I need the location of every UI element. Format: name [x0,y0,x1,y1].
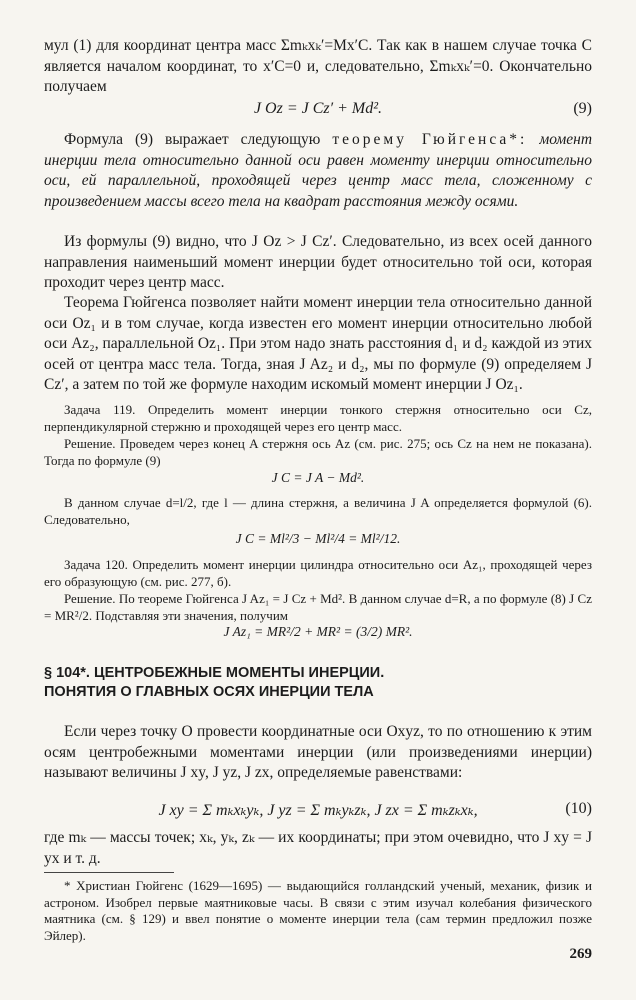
task-120-solution: Решение. По теореме Гюйгенса J Az₁ = J Cz + Md². В данном случае d=R, а по формуле (8) J Cz = MR²/2. Подставляя эти значения, получим [44,591,592,623]
equation-10 [44,800,592,820]
equation-9 [44,100,592,118]
paragraph-centrifugal: Если через точку O провести координатные оси Oxyz, то по отношению к этим осям центробежными моментами инерции (или произведениями инерции) называют величины J xy, J yz, J zx, определяемые равенствами: [44,723,592,781]
paragraph-definitions: где mₖ — массы точек; xₖ, yₖ, zₖ — их координаты; при этом очевидно, что J xy = J yx и т. д. [44,829,592,867]
task-119-solution: Решение. Проведем через конец A стержня ось Az (см. рис. 275; ось Cz на нем не показана). Тогда по формуле (9) [44,436,592,468]
section-heading [44,664,592,702]
page-number: 269 [569,946,592,962]
task-120-statement: Задача 120. Определить момент инерции цилиндра относительно оси Az₁, проходящей через его образующую (см. рис. 277, б). [44,557,592,589]
paragraph-application: Теорема Гюйгенса позволяет найти момент инерции тела относительно данной оси Oz₁ и в том случае, когда известен его момент инерции относительно любой оси Az₂, параллельной Oz₁. При этом надо знать расстояния d₁ и d₂ каждой из этих осей от центра масс тела. Тогда, зная J Az₂ и d₂, мы по формуле (9) определяем J Cz′, а затем по той же формуле находим искомый момент инерции J Oz₁. [44,294,592,393]
task-120-equation: J Az₁ = MR²/2 + MR² = (3/2) MR². [223,624,413,639]
footnote: * Христиан Гюйгенс (1629—1695) — выдающийся голландский ученый, механик, физик и астроном. Изобрел первые маятниковые часы. В связи с этим изучал колебания физического маятника (см. § 129) и ввел понятие о моменте инерции тела (сам термин предложил позже Эйлер). [44,878,592,943]
section-heading-line-2: ПОНЯТИЯ О ГЛАВНЫХ ОСЯХ ИНЕРЦИИ ТЕЛА [44,684,374,700]
task-119-statement: Задача 119. Определить момент инерции тонкого стержня относительно оси Cz, перпендикулярной стержню и проходящей через его центр масс. [44,402,592,434]
task-119-middle: В данном случае d=l/2, где l — длина стержня, а величина J A определяется формулой (6). Следовательно, [44,495,592,527]
paragraph-intro: мул (1) для координат центра масс Σmₖxₖ′=Mx′C. Так как в нашем случае точка C является началом координат, то x′C=0 и, следовательно, Σmₖxₖ′=0. Окончательно получаем [44,37,592,95]
equation-10-number: (10) [565,800,592,817]
task-119-equation-b: J C = Ml²/3 − Ml²/4 = Ml²/12. [235,531,401,546]
paragraph-consequence: Из формулы (9) видно, что J Oz > J Cz′. Следовательно, из всех осей данного направления наименьший момент инерции будет относительно той оси, которая проходит через центр масс. [44,233,592,291]
paragraph-theorem [44,130,592,212]
section-heading-line-1: § 104*. ЦЕНТРОБЕЖНЫЕ МОМЕНТЫ ИНЕРЦИИ. [44,665,385,681]
theorem-title: теорему Гюйгенса*: [332,131,528,148]
equation-10-formula: J xy = Σ mₖxₖyₖ, J yz = Σ mₖyₖzₖ, J zx = Σ mₖzₖxₖ, [158,802,478,819]
theorem-lead: Формула (9) выражает следующую [64,131,321,148]
equation-9-formula: J Oz = J Cz′ + Md². [253,100,383,117]
task-119-equation-a: J C = J A − Md². [271,470,365,485]
theorem-statement: момент инерции тела относительно данной оси равен моменту инерции относительно оси, ей параллельной, проходящей через центр масс тела, сложенному с произведением массы всего тела на квадрат расстояния между осями. [44,131,593,210]
equation-9-number: (9) [573,100,592,117]
footnote-divider [44,872,174,873]
